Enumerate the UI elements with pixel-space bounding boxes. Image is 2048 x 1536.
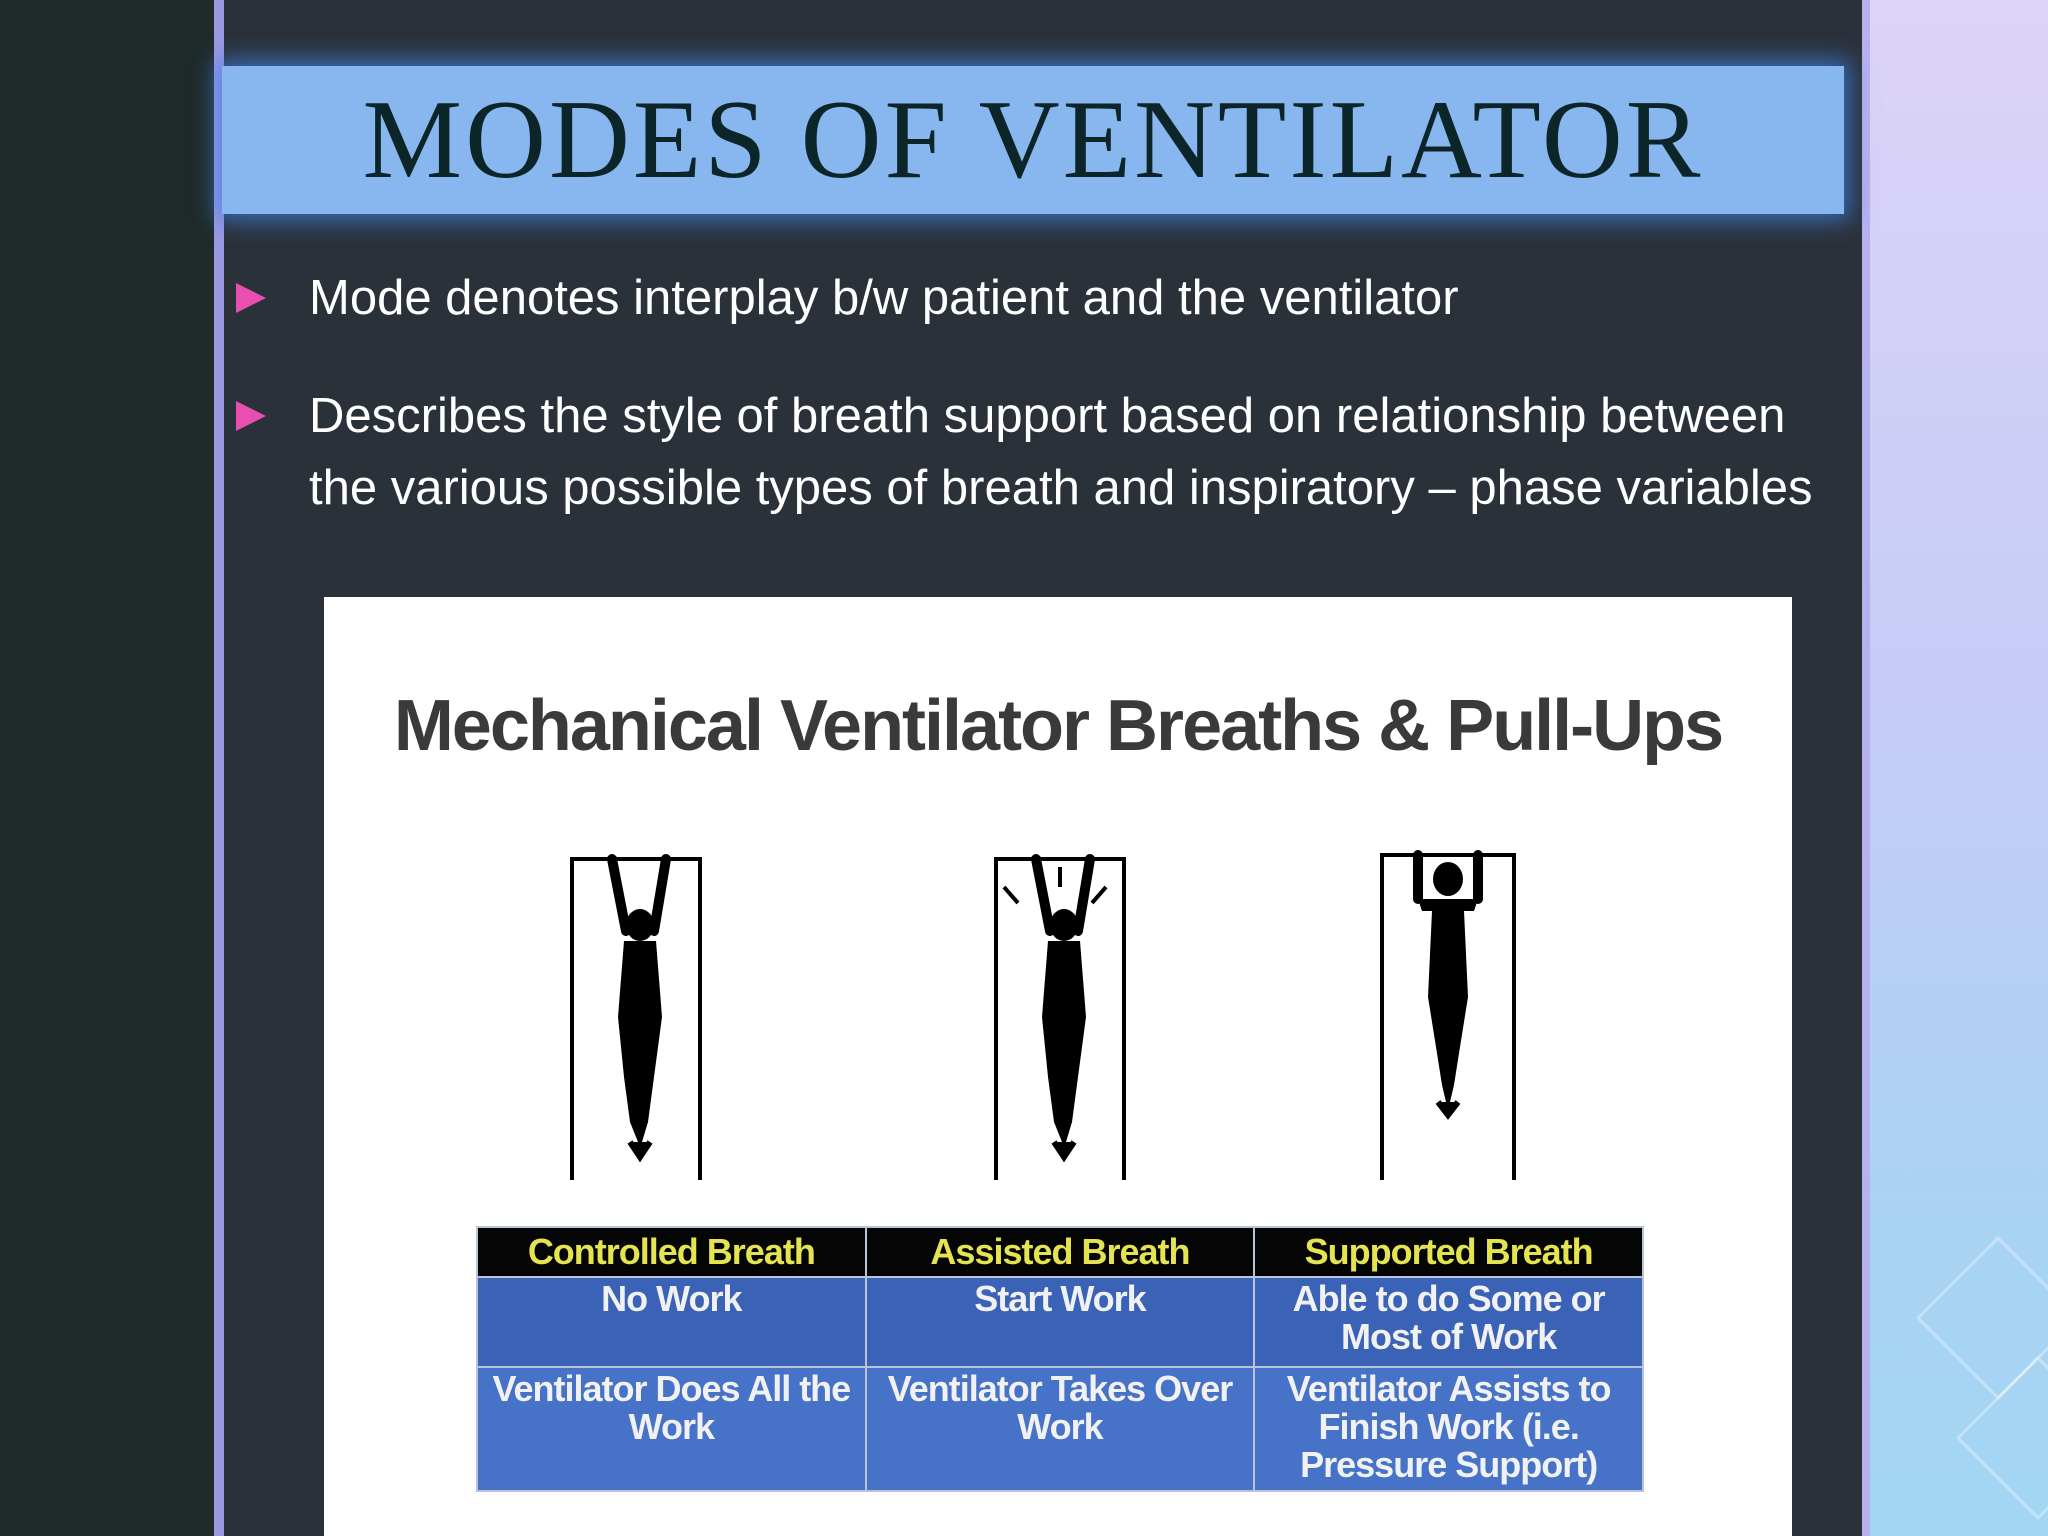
bullet-item (236, 262, 1866, 334)
right-decorative-panel (1870, 0, 2048, 1536)
left-accent-rule (214, 0, 224, 1536)
table-cell: Ventilator Does All the Work (477, 1367, 866, 1491)
pullup-raised-figure-icon (1382, 855, 1514, 1180)
triangle-bullet-icon (236, 283, 266, 313)
pullup-hanging-figure-icon (572, 859, 700, 1180)
table-row (477, 1367, 1643, 1491)
figure-title: Mechanical Ventilator Breaths & Pull-Ups (393, 686, 1723, 766)
triangle-bullet-icon (236, 401, 266, 431)
table-header-cell: Supported Breath (1254, 1227, 1643, 1277)
bullet-text: Mode denotes interplay b/w patient and the ventilator (309, 271, 1459, 325)
pullup-assisted-figure-icon (996, 859, 1124, 1180)
table-cell: Ventilator Assists to Finish Work (i.e. Pressure Support) (1254, 1367, 1643, 1491)
bullet-item (236, 380, 1866, 524)
table-cell: Ventilator Takes Over Work (866, 1367, 1255, 1491)
table-cell: Able to do Some or Most of Work (1254, 1277, 1643, 1367)
table-row (477, 1277, 1643, 1367)
bullet-text: Describes the style of breath support based on relationship between the various possible types of breath and inspiratory – phase variables (309, 389, 1813, 515)
table-header-cell: Assisted Breath (866, 1227, 1255, 1277)
right-accent-rule (1862, 0, 1870, 1536)
bullet-list (236, 262, 1866, 524)
left-sidebar-panel (0, 0, 214, 1536)
title-banner (222, 66, 1844, 214)
slide-title: MODES OF VENTILATOR (362, 77, 1704, 202)
table-cell: Start Work (866, 1277, 1255, 1367)
table-header-cell: Controlled Breath (477, 1227, 866, 1277)
table-cell: No Work (477, 1277, 866, 1367)
breath-types-table (476, 1226, 1644, 1492)
table-header-row (477, 1227, 1643, 1277)
pullup-figure-image (324, 597, 1792, 1536)
